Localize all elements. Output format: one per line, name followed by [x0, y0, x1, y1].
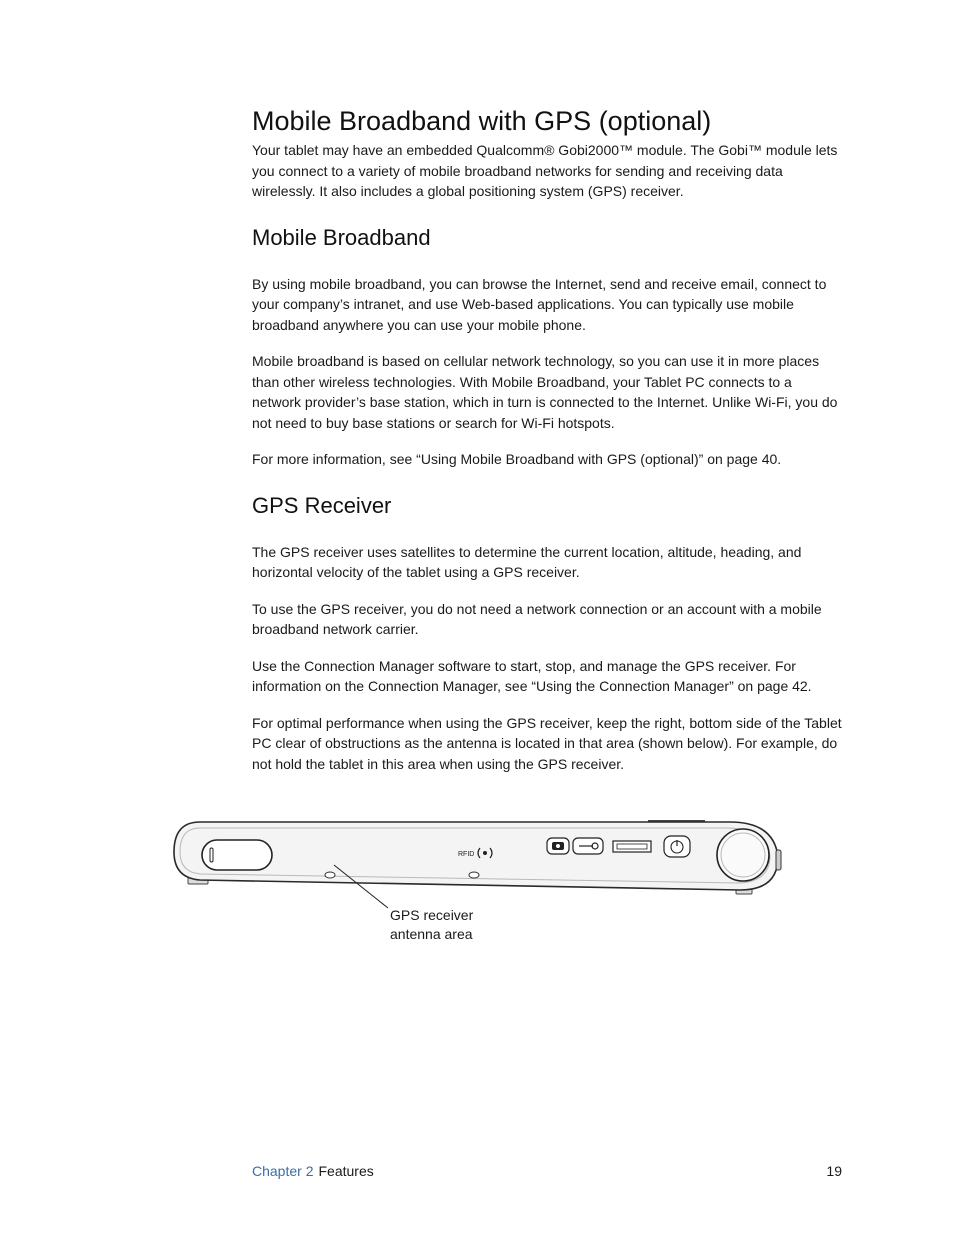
- mobile-broadband-reference: For more information, see “Using Mobile Broadband with GPS (optional)” on page 40.: [252, 451, 782, 467]
- power-button: [664, 836, 690, 857]
- caption-line: antenna area: [390, 926, 473, 942]
- camera-button: [547, 838, 569, 854]
- mobile-broadband-paragraph: Mobile broadband is based on cellular network technology, so you can use it in more places than other wireless technologies. With Mobile Broadband, your Tablet PC connects to a network provider’s base station, which in turn is connected to the Internet. Unlike Wi-Fi, you do not need to buy base stations or search for Wi-Fi hotspots.: [252, 353, 838, 431]
- gps-receiver-paragraph: The GPS receiver uses satellites to determine the current location, altitude, heading, and horizontal velocity of the tablet using a GPS receiver.: [252, 543, 802, 580]
- figure-caption: [390, 906, 510, 944]
- side-connector: [776, 850, 781, 870]
- mobile-broadband-heading: Mobile Broadband: [252, 224, 431, 250]
- mobile-broadband-paragraph: By using mobile broadband, you can browse the Internet, send and receive email, connect to your company’s intranet, and use Web-based applications. You can typically use mobile broadband anywhere you can use your mobile phone.: [252, 275, 827, 333]
- gps-receiver-heading: GPS Receiver: [252, 492, 392, 518]
- rfid-label: RFID: [458, 851, 475, 858]
- caption-line: GPS receiver: [390, 907, 474, 923]
- gps-receiver-paragraph: Use the Connection Manager software to start, stop, and manage the GPS receiver. For information on the Connection Manager, see “Using the Connection Manager” on page 42.: [252, 657, 812, 694]
- intro-paragraph: Your tablet may have an embedded Qualcomm® Gobi2000™ module. The Gobi™ module lets you connect to a variety of mobile broadband networks for sending and receiving data wirelessly. It also includes a global positioning system (GPS) receiver.: [252, 142, 838, 199]
- gps-receiver-paragraph: For optimal performance when using the GPS receiver, keep the right, bottom side of the Tablet PC clear of obstructions as the antenna is located in that area (shown below). For example, do not hold the tablet in this area when using the GPS receiver.: [252, 714, 842, 772]
- page-title: Mobile Broadband with GPS (optional): [252, 106, 712, 136]
- vent-oval-right: [469, 872, 479, 878]
- round-dial: [717, 829, 769, 881]
- vent-oval-left: [325, 872, 335, 878]
- page-content: [252, 104, 844, 774]
- gps-receiver-paragraph: To use the GPS receiver, you do not need a network connection or an account with a mobile broadband network carrier.: [252, 600, 822, 637]
- page-number: 19: [826, 1163, 842, 1179]
- footer-chapter: Chapter 2: [252, 1163, 314, 1179]
- usb-port: [613, 841, 651, 852]
- key-button: [573, 838, 603, 854]
- page-footer: [252, 1161, 842, 1181]
- footer-section: Features: [318, 1163, 374, 1179]
